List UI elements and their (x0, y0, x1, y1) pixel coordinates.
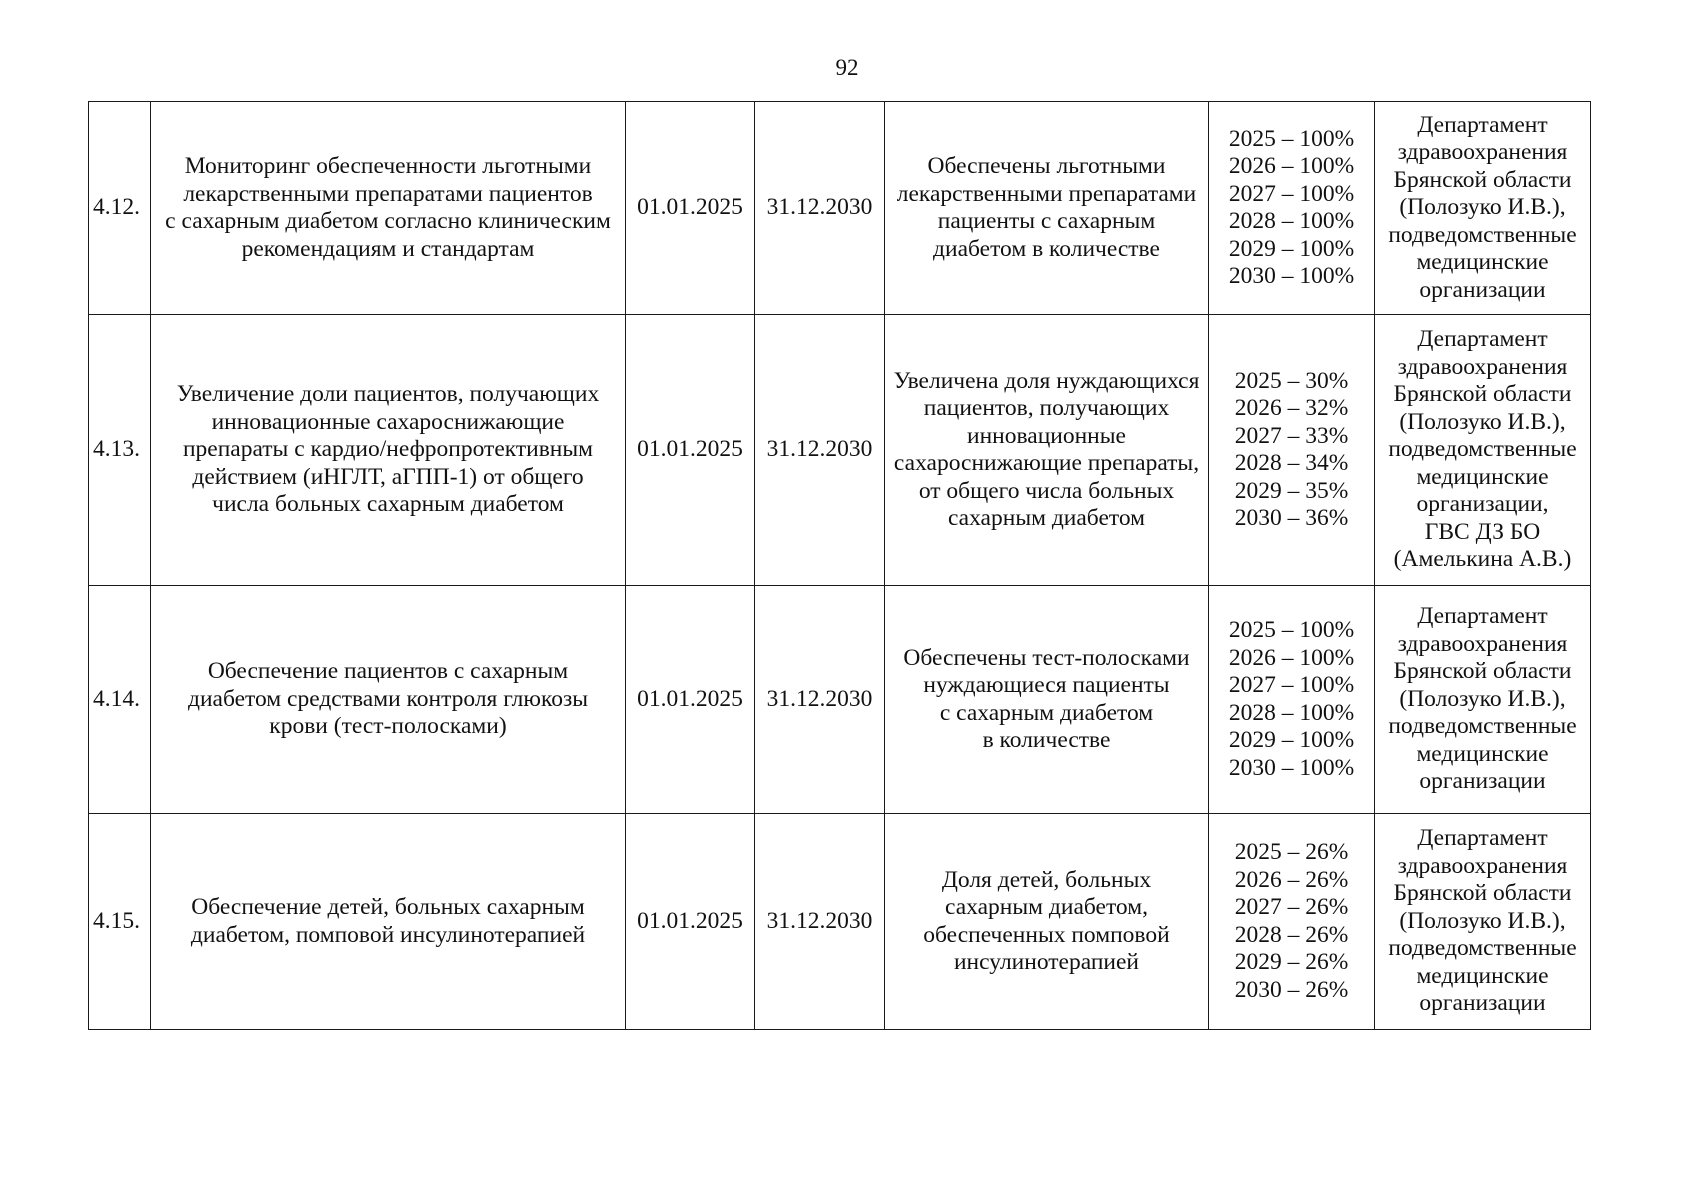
responsible-cell (1375, 586, 1591, 814)
responsible-line: (Амелькина А.В.) (1393, 546, 1572, 573)
targets-cell (1209, 315, 1375, 586)
result-line: с сахарным диабетом (939, 699, 1154, 726)
activity-line: с сахарным диабетом согласно клиническим (165, 208, 611, 234)
end-date: 31.12.2030 (755, 315, 885, 586)
end-date: 31.12.2030 (755, 102, 885, 315)
responsible-cell (1375, 315, 1591, 586)
table-row (89, 586, 1591, 814)
target-value: 2028 – 100% (1228, 208, 1355, 234)
target-value: 2025 – 30% (1234, 367, 1349, 394)
target-value: 2028 – 26% (1234, 921, 1349, 948)
responsible-line: организации (1419, 768, 1546, 795)
result-line: инсулинотерапией (953, 949, 1140, 975)
responsible-line: Департамент (1417, 326, 1548, 353)
responsible-line: организации, (1416, 491, 1549, 518)
target-value: 2026 – 26% (1234, 866, 1349, 893)
responsible-line: Департамент (1417, 603, 1548, 630)
target-value: 2027 – 26% (1234, 894, 1349, 920)
start-date: 01.01.2025 (626, 586, 755, 814)
responsible-line: здравоохранения (1397, 630, 1568, 657)
responsible-line: медицинские (1416, 463, 1549, 490)
responsible-line: (Полозуко И.В.), (1399, 907, 1566, 934)
activity-line: числа больных сахарным диабетом (212, 491, 564, 518)
responsible-line: Брянской области (1393, 658, 1572, 685)
row-number: 4.13. (89, 315, 151, 586)
activity-line: Обеспечение пациентов с сахарным (207, 658, 569, 685)
target-value: 2025 – 100% (1228, 125, 1355, 152)
responsible-line: (Полозуко И.В.), (1399, 685, 1566, 712)
result-line: Увеличена доля нуждающихся (893, 367, 1200, 394)
responsible-line: (Полозуко И.В.), (1399, 408, 1566, 435)
target-value: 2029 – 26% (1234, 949, 1349, 975)
action-plan-table (88, 101, 1591, 1030)
table-row (89, 814, 1591, 1030)
responsible-line: здравоохранения (1397, 139, 1568, 166)
result-line: сахароснижающие препараты, (893, 450, 1200, 476)
result-cell (885, 315, 1209, 586)
responsible-line: организации (1419, 990, 1546, 1017)
activity-line: диабетом средствами контроля глюкозы (187, 685, 589, 712)
result-line: Обеспечены тест-полосками (903, 644, 1190, 671)
start-date: 01.01.2025 (626, 814, 755, 1030)
target-value: 2025 – 26% (1234, 839, 1349, 865)
target-value: 2030 – 36% (1234, 505, 1349, 531)
result-line: диабетом в количестве (933, 235, 1160, 262)
target-value: 2029 – 100% (1228, 727, 1355, 753)
target-value: 2030 – 100% (1228, 754, 1355, 781)
responsible-line: Департамент (1417, 825, 1548, 852)
activity-cell (151, 586, 626, 814)
activity-cell (151, 315, 626, 586)
row-number: 4.14. (89, 586, 151, 814)
result-line: лекарственными препаратами (896, 180, 1197, 207)
responsible-cell (1375, 814, 1591, 1030)
activity-line: Увеличение доли пациентов, получающих (176, 381, 600, 408)
result-line: пациенты с сахарным (937, 208, 1156, 234)
targets-cell (1209, 102, 1375, 315)
table-row (89, 315, 1591, 586)
start-date: 01.01.2025 (626, 102, 755, 315)
end-date: 31.12.2030 (755, 814, 885, 1030)
result-line: в количестве (982, 727, 1111, 753)
result-cell (885, 814, 1209, 1030)
result-line: Доля детей, больных (941, 866, 1152, 893)
target-value: 2028 – 34% (1234, 450, 1349, 476)
target-value: 2025 – 100% (1228, 617, 1355, 643)
result-line: сахарным диабетом (947, 505, 1146, 531)
responsible-line: ГВС ДЗ БО (1424, 518, 1541, 545)
responsible-line: медицинские (1416, 962, 1549, 989)
target-value: 2029 – 35% (1234, 477, 1349, 504)
responsible-line: здравоохранения (1397, 353, 1568, 380)
result-line: обеспеченных помповой (923, 921, 1170, 948)
target-value: 2028 – 100% (1228, 699, 1355, 726)
activity-line: Мониторинг обеспеченности льготными (184, 153, 592, 179)
responsible-line: подведомственные (1388, 436, 1577, 463)
target-value: 2026 – 100% (1228, 644, 1355, 671)
activity-cell (151, 814, 626, 1030)
activity-line: инновационные сахароснижающие (211, 408, 565, 435)
target-value: 2026 – 100% (1228, 153, 1355, 179)
page-number: 92 (835, 55, 859, 80)
result-line: пациентов, получающих (923, 395, 1170, 421)
activity-line: диабетом, помповой инсулинотерапией (190, 921, 586, 948)
row-number: 4.15. (89, 814, 151, 1030)
activity-cell (151, 102, 626, 315)
target-value: 2026 – 32% (1234, 395, 1349, 421)
responsible-line: организации (1419, 276, 1546, 303)
responsible-line: Брянской области (1393, 381, 1572, 408)
result-line: инновационные (967, 422, 1126, 449)
responsible-line: подведомственные (1388, 935, 1577, 962)
target-value: 2027 – 33% (1234, 422, 1349, 449)
target-value: 2027 – 100% (1228, 672, 1355, 698)
activity-line: рекомендациям и стандартам (241, 235, 535, 262)
responsible-cell (1375, 102, 1591, 315)
target-value: 2030 – 26% (1234, 976, 1349, 1003)
result-cell (885, 102, 1209, 315)
activity-line: Обеспечение детей, больных сахарным (191, 894, 585, 920)
activity-line: крови (тест-полосками) (269, 713, 507, 740)
responsible-line: медицинские (1416, 249, 1549, 276)
activity-line: действием (иНГЛТ, аГПП-1) от общего (192, 463, 584, 490)
responsible-line: подведомственные (1388, 221, 1577, 248)
responsible-line: (Полозуко И.В.), (1399, 194, 1566, 221)
result-line: сахарным диабетом, (945, 894, 1148, 920)
responsible-line: медицинские (1416, 740, 1549, 767)
activity-line: лекарственными препаратами пациентов (183, 180, 593, 207)
start-date: 01.01.2025 (626, 315, 755, 586)
activity-line: препараты с кардио/нефропротективным (182, 436, 594, 463)
result-line: нуждающиеся пациенты (923, 672, 1170, 698)
responsible-line: здравоохранения (1397, 852, 1568, 879)
result-line: от общего числа больных (918, 477, 1175, 504)
target-value: 2029 – 100% (1228, 235, 1355, 262)
target-value: 2030 – 100% (1228, 263, 1355, 289)
end-date: 31.12.2030 (755, 586, 885, 814)
result-cell (885, 586, 1209, 814)
table-row (89, 102, 1591, 315)
responsible-line: Департамент (1417, 111, 1548, 138)
target-value: 2027 – 100% (1228, 180, 1355, 207)
result-line: Обеспечены льготными (927, 153, 1166, 179)
row-number: 4.12. (89, 102, 151, 315)
responsible-line: Брянской области (1393, 166, 1572, 193)
responsible-line: подведомственные (1388, 713, 1577, 740)
responsible-line: Брянской области (1393, 880, 1572, 907)
targets-cell (1209, 586, 1375, 814)
targets-cell (1209, 814, 1375, 1030)
